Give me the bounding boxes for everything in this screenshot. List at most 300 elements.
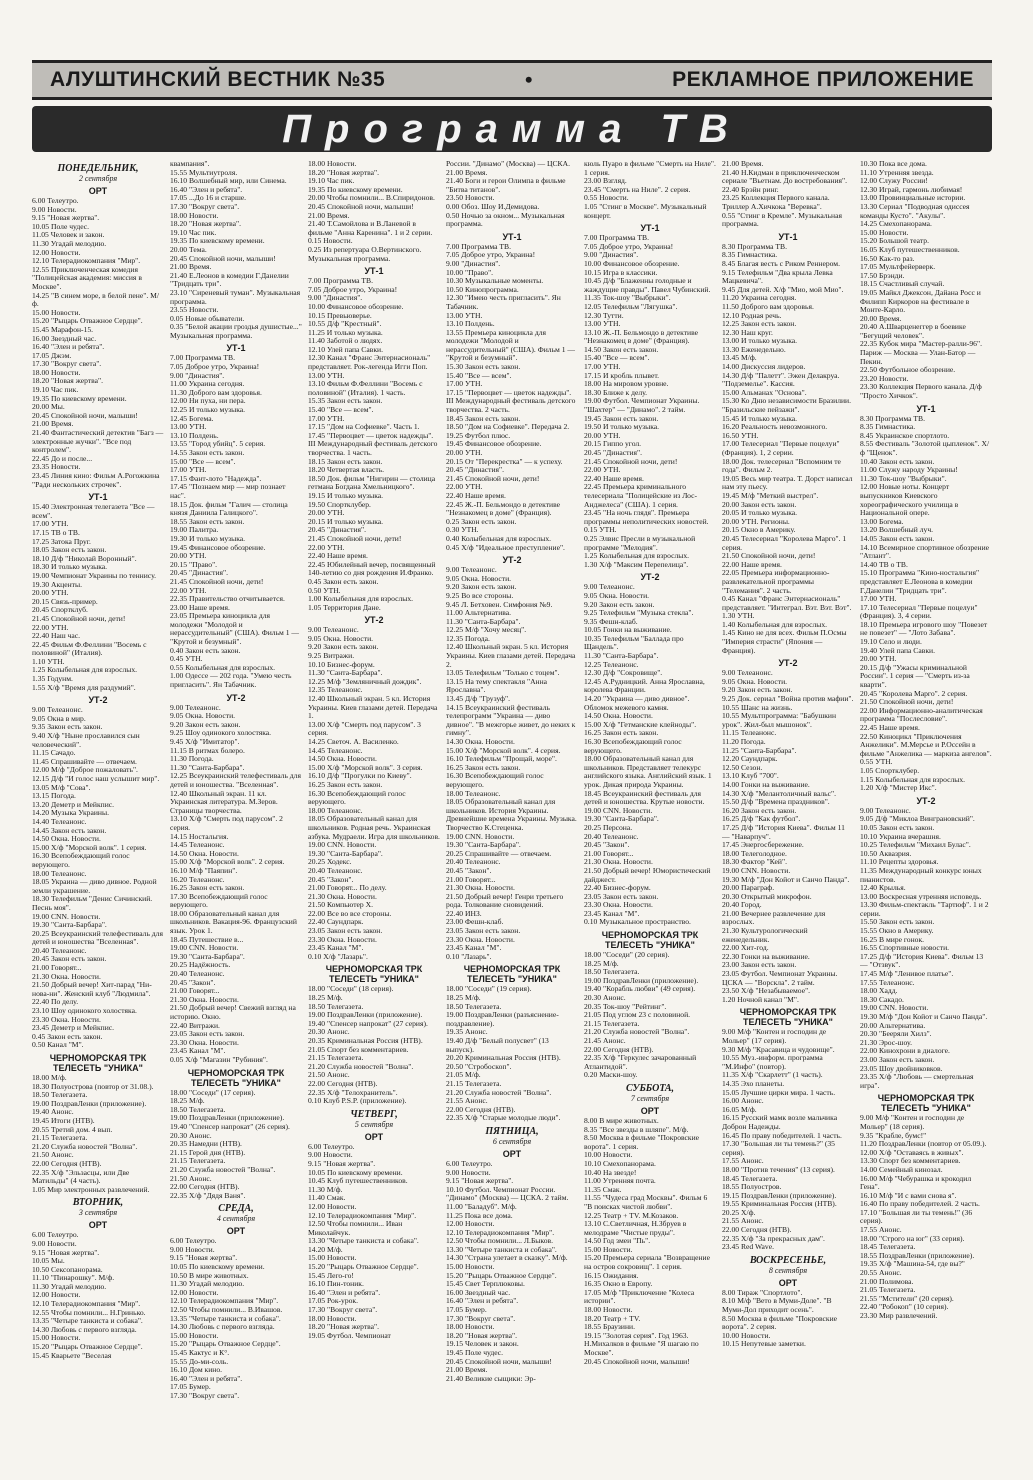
program-entry: 1.05 Территория Дане. [308,602,381,612]
program-entry: 10.00 Финансовое обозрение. [308,301,404,311]
program-entry: 20.40 Телеанонс. [308,865,363,875]
program-entry: 20.00 УТН. [446,448,483,457]
program-entry: 12.30 Канал "Франс Энтернасиональ" представляет. Рок-легенда Игги Поп. [308,353,431,372]
program-entry: 11.15 Телеанонс. [722,728,777,738]
program-entry: 23.35 Новости. [32,462,81,472]
program-entry: 23.30 Окна. Новости. [584,900,653,910]
program-entry: 16.20 Закон есть закон. [722,805,797,815]
program-entry: 20.45 "Династия". [308,525,367,535]
program-entry: 21.00 Время. [446,167,488,177]
listing-column [446,160,578,1460]
program-entry: 12.30 "Имею честь пригласить". Ян Табачник. [446,293,561,311]
program-entry: 17.05 Джэм. [32,350,72,360]
program-entry: 11.30 "Санта-Барбара". [584,651,659,661]
program-entry: 15.00 Х/ф "Морской волк". 4 серия. [446,745,561,755]
program-entry: 19.00 CNN. Новости. [722,865,791,875]
program-entry: 0.45 Закон есть закон. [32,1031,103,1041]
program-entry: 19.00 ПоздравЛенки (разъяснение-поздравление). [446,1010,559,1028]
day-date: 5 сентября [354,1119,394,1129]
program-entry: 10.05 По киевскому времени. [170,1262,265,1272]
program-entry: 21.00 Говорят... [584,848,634,858]
program-entry: 22.40 Саундпарк. [308,917,364,927]
program-entry: 12.00 Новости. [308,1201,357,1211]
program-entry: 11.30 Угадай мелодию. [32,1281,107,1291]
program-entry: 19.30 М/ф "Дон Койот и Санчо Панда". [860,1012,988,1021]
program-entry: 22.00 УТН. [170,585,207,595]
program-entry: 9.35 "Крабле, бумс!" [860,1130,927,1140]
program-entry: 16.25 Закон есть закон. [584,728,659,738]
program-entry: 17.05 Рок-урок. [308,1296,359,1306]
program-entry: 0.40 Закон есть закон. [170,645,241,655]
program-entry: 1.10 УТН. [32,656,65,666]
program-entry: 17.05 Бумер. [170,1382,211,1392]
program-entry: 10.05 Мы. [32,1256,65,1266]
program-entry: 14.05 Закон есть закон. [860,533,935,543]
program-entry: 20.20 Криминальная Россия (НТВ). [446,1053,561,1063]
program-entry: 21.15 Телегазета. [32,1133,88,1143]
program-entry: 21.45 Анонс. [584,1036,626,1045]
program-entry: 16.00 Звездный час. [446,1287,511,1297]
program-entry: 9.30 М/ф "Красавица и чудовище". [722,1044,835,1054]
program-entry: 19.35 Х/ф "Машина-54, где вы?" [860,1259,965,1269]
program-entry: 22.00 Сегодня (НТВ). [170,1182,240,1192]
program-entry: 13.10 Ж.-П. Бельмондо в детективе "Незнакомец в доме" (Франция). [584,327,698,346]
program-entry: 23.45 Канал "М". [170,1046,226,1056]
program-entry: 18.00 Новости. [308,160,357,168]
program-entry: 9.00 Телеанонс. [860,805,911,815]
program-entry: 20.00 Мы. [32,402,65,412]
program-entry: 22.40 Наше время. [308,551,368,561]
program-entry: 19.00 CNN. Новости. [32,911,101,921]
program-entry: 23.10 "Сиреневый туман". Музыкальная программа. [170,287,301,306]
program-entry: 9.05 Окна. Новости. [722,676,788,686]
program-entry: 22.40 ИНЗ. [446,908,482,918]
program-entry: 20.25 Спрашивайте — отвечаем. [446,848,552,858]
program-entry: 20.00 УТН. [170,551,207,561]
program-entry: 10.35 Телефильм "Баллада про Щандель". [584,633,684,652]
program-entry: 20.00 Время. [860,313,902,323]
program-entry: 21.00 Время. [32,419,74,429]
program-entry: 12.50 Чтобы помнили... Л.Быков. [446,1236,553,1246]
program-entry: 21.50 Компьютер X. [308,900,373,910]
program-entry: 12.25 Всеукраинский телефестиваль для детей и юношества. "Вселенная". [170,771,301,789]
program-entry: 18.00 Новости. [170,210,219,220]
program-entry: 12.50 Чтобы помнили... В.Ивашов. [170,1305,283,1315]
program-entry: 12.30 Д/ф "Сокровище". [584,668,663,678]
program-entry: 9.15 "Новая жертва". [32,213,100,223]
program-entry: 16.00 Звездный час. [32,333,97,343]
program-entry: 22.40 Витражи. [170,1020,220,1030]
program-entry: 21.50 Добрый вечер! Генри третьего рода. Толкование сновидений. [446,891,564,910]
program-entry: 21.45 Спокойной ночи, дети! [446,473,540,483]
program-entry: 21.45 Спокойной ночи, дети! [32,613,126,623]
program-entry: 19.30 "Санта-Барбара". [170,951,245,961]
program-entry: 13.35 "Четыре танкиста и собака". [32,1316,143,1326]
program-entry: 16.55 Спортивные новости. [860,943,950,953]
program-entry: 18.00 Телеанонс. [32,868,87,878]
program-entry: 20.25 Всеукраинский телефестиваль для детей и юношества "Вселенная". [32,928,163,947]
program-entry: 20.25 Надёжность. [170,960,231,970]
program-entry: 18.50 "Дом на Софиевке". Передача 2. [446,422,570,432]
program-entry: 14.40 Телеанонс. [32,816,87,826]
program-entry: 16.45 По праву победителей. 1 часть. [722,1130,842,1140]
program-entry: 13.10 Х/ф "Смерть под парусом". 2 серия. [170,814,283,832]
program-entry: 19.35 По киевскому времени. [170,236,265,246]
program-entry: 14.50 Окна. Новости. [308,754,377,764]
program-entry: 21.05 Спорт без комментариев. [308,1044,409,1054]
program-entry: 9.40 Х/ф "Ныне прославился сын человеческий". [32,731,140,749]
program-entry: 14.45 Закон есть закон. [32,825,107,835]
program-entry: 18.45 Всеукраинский фестиваль для детей и юношества. Крутые новости. [584,788,705,807]
day-date: 6 сентября [492,1136,532,1146]
program-entry: 17.00 УТН. [32,519,69,529]
program-entry: 10.05 Гонки на выживание. [584,625,672,635]
program-entry: 13.35 "Четыре танкиста и собака". [170,1313,281,1323]
program-entry: 22.00 Сегодня (НТВ). [446,1104,516,1114]
program-entry: 9.15 "Новая жертва". [446,1176,514,1186]
program-entry: 18.00 Новости. [32,367,81,377]
program-entry: 10.00 Новости. [584,1150,633,1160]
program-entry: 9.20 Закон есть закон. [446,582,517,592]
program-entry: 1.15 Колыбельная для взрослых. [860,774,966,784]
program-entry: 18.10 Д/ф "Николай Воронный". [32,553,137,563]
program-entry: 15.00 Новости. [446,1262,495,1272]
program-entry: 12.40 Крылья. [860,883,906,893]
program-entry: 16.50 УТН. [722,430,759,440]
program-entry: 22.35 Х/ф "Дядя Ваня". [170,1190,246,1200]
program-entry: 13.00 Х/ф "Смерть под парусом". 3 серия. [308,719,421,738]
program-entry: 9.00 Новости. [170,1244,215,1254]
program-entry: 1.45 Кино не для всех. Фильм П.Осмы "Империя страсти" (Япония — Франция). [722,628,847,655]
program-entry: 18.10 Премьера игрового шоу "Повезет не повезет" — "Лото Забава". [860,619,988,638]
program-entry: 13.55 Премьера киноцикла для молодежи "Молодой и нерассудительный" (США). Фильм 1 — "Крутой и безумный". [446,327,576,363]
program-entry: 11.20 Погода. [722,737,766,746]
day-heading: ПОНЕДЕЛЬНИК, [57,163,139,174]
program-entry: 6.00 Телеутро. [32,1230,79,1240]
program-entry: 21.20 Служба новостей "Волна". [308,1061,414,1071]
day-heading: ВТОРНИК, [72,1197,124,1209]
program-entry: 23.00 Закон есть закон. [860,1054,935,1064]
program-entry: 21.40 Н.Кидман в приключенческом сериале "Вьетнам. До востребования". [722,167,848,186]
program-entry: 23.20 Новости. [860,373,909,383]
program-entry: 12.45 А.Рудницкий. Анна Ярославна, королева Франции. [584,676,705,695]
program-entry: 21.45 Спокойной ночи, дети! [170,576,264,586]
program-entry: 20.15 "Право". [170,559,218,569]
program-entry: 11.10 Рецепты здоровья. [860,857,939,867]
program-entry: 22.35 Х/ф "Телохранитель". [308,1087,398,1097]
program-entry: 16.30 Всепобеждающий голос верующего. [584,737,682,755]
program-entry: 15.00 Новости. [308,1253,357,1263]
program-entry: 19.40 Улей папа Савки. [860,645,935,655]
program-entry: 23.45 Канал "М". [584,908,640,918]
program-entry: 9.00 М/ф "Контен и господин де Мольер" (17 серия). [722,1027,827,1045]
program-entry: 10.15 Превьюверье. [308,310,372,320]
program-entry: 19.00 ПоздравЛенки (приложение). [32,1098,147,1108]
program-entry: 1.05 "Стинг в Москве". Музыкальный концерт. [584,201,707,220]
program-entry: 21.30 Эрос-шоу. [860,1037,912,1047]
program-entry: 11.45 Спрашивайте — отвечаем. [32,756,137,766]
program-entry: 9.05 Окна. Новости. [308,633,374,643]
program-entry: 22.00 Сегодня (НТВ). [584,1044,654,1054]
program-entry: 7.05 Доброе утро, Украина! [584,241,674,251]
program-entry: 17.50 Брэнди. [860,270,905,280]
program-entry: 15.45 Кварьете "Веселая [32,1350,112,1360]
program-entry: 22.05 Премьера информационно-развлекательной программы "Телемания". 2 часть. [722,568,830,595]
program-entry: 17.15 И кробль плывет. [584,370,659,380]
program-entry: 21.00 Время. [170,262,212,272]
program-entry: 14.50 Год змеи "Пь". [584,1236,651,1246]
program-entry: 13.10 С.Светличная, Н.Збруев в мелодраме "Чистые пруды". [584,1219,687,1237]
program-entry: 8.10 М/ф "Вето в Муми-Доле". "В Муми-Дол приходит осень". [722,1296,832,1315]
program-entry: 16.05 М/ф. [722,1104,757,1114]
program-entry: 20.50 "Стробоскоп". [446,1061,512,1071]
program-entry: 15.20 "Рыцарь Отважное Сердце". [446,1270,557,1280]
listing-column [308,160,440,1460]
channel-heading: ЧЕРНОМОРСКАЯ ТРК ТЕЛЕСЕТЬ "УНИКА" [601,930,699,951]
program-entry: 16.30 Всепобеждающий голос верующего. [446,771,544,789]
program-entry: 11.30 Угадай мелодию. [32,238,107,248]
program-entry: 0.30 УТН. [446,525,479,535]
program-entry: 22.00 Наше время. [722,559,782,569]
program-entry: 9.00 Телеанонс. [584,582,635,592]
program-entry: 20.25 Х/ф. [722,1207,756,1217]
program-entry: 23.30 Окна. Новости. [170,1037,239,1047]
program-entry: 21.00 Говорят... [446,874,496,884]
channel-heading: ОРТ [88,1220,108,1231]
program-entry: 11.30 Ток-шоу "Выбрыки". [860,473,947,483]
program-entry: 10.50 В мире животных. [170,1270,249,1280]
program-entry: 12.35 Телеанонс. [308,685,363,695]
program-entry: 16.40 По праву победителей. 2 часть. [860,1199,980,1209]
program-entry: 14.35 Эхо планеты. [722,1078,785,1088]
program-entry: 12.25 И только музыка. [170,405,246,415]
program-entry: 23.25 Коллекция Первого канала. Триллер А.Хичкока "Веревка". [722,193,830,211]
program-entry: 1.05 Спортклубер. [860,765,920,775]
program-entry: 12.45 Богема. [170,413,214,423]
program-entry: 23.50 Новости. [446,193,495,203]
program-entry: 8.50 Москва в фильме "Покровские ворота". 1 серия. [584,1133,700,1151]
program-entry: 0.05 Х/ф "Магазин "Рубиния". [170,1054,268,1064]
program-entry: 22.00 УТН. [584,465,621,475]
program-entry: 19.40 Д/ф "Белый полусвет" (13 выпуск). [446,1036,549,1054]
program-entry: 22.45 До и после... [32,453,93,463]
program-entry: 19.10 Село и люди. [860,637,922,647]
program-entry: 18.00 Хадд. [860,986,898,996]
program-entry: 16.10 Телефильм "Прощай, море". [446,754,557,764]
program-entry: 14.00 Семейный кинозал. [860,1164,943,1174]
program-entry: 18.15 Док. фильм "Галич — столица князя Даниила Галицкого". [170,499,288,518]
program-entry: 9.25 Телефильм "Музыка стекла". [584,608,694,618]
day-heading: ПЯТНИЦА, [485,1125,539,1137]
program-entry: 8.55 Фестиваль "Золотой цыпленок". Х/ф "Щенок". [860,439,990,457]
program-entry: 13.15 Погода. [32,791,76,801]
program-entry: 18.50 Док. фильм "Нигирин — столица гетмана Богдана Хмельницкого". [308,473,436,492]
program-entry: 20.30 Анонс. [584,993,626,1003]
program-entry: 10.55 Д/ф "Крестный". [308,319,382,329]
program-entry: 20.45 Спокойной ночи, малыши! [584,1356,690,1366]
program-entry: 0.15 Новости. [308,236,353,246]
program-entry: 21.00 Время. [722,160,764,168]
program-entry: 12.00 Служу России! [860,176,928,186]
program-entry: 10.55 Мультпрограмма: "Бабушкин урок". Жил-был мышонок". [722,711,837,729]
program-entry: 12.25 М/ф "Земляничный дождик". [308,676,422,686]
program-entry: 19.35 По киевскому времени. [308,184,403,194]
program-entry: 12.55 Приключенческая комедия "Полицейская академия: миссия в Москве". [32,264,142,291]
program-entry: 21.40 Великие сыщики: Эр- [446,1373,536,1383]
supplement-title: РЕКЛАМНОЕ ПРИЛОЖЕНИЕ [672,68,974,91]
program-entry: 22.00 УТН. [32,622,69,632]
program-entry: 21.20 Служба новостей "Волна". [170,1164,276,1174]
program-entry: 21.50 Добрый вечер! Юмористический дайджест. [584,865,711,884]
program-entry: 14.15 Ностальгия. [170,831,229,841]
program-entry: 11.00 Альтернатива. [446,608,512,618]
program-entry: 22.50 Киноцикл "Приключения Анжелики". М.Мерсье и Р.Оссейн в фильме "Анжелика — маркиза ангелов". [860,731,992,758]
program-entry: 19.00 CNN. Новости. [860,1003,929,1013]
program-entry: 17.00 УТН. [860,594,897,604]
program-entry: 9.05 Окна. Новости. [170,711,236,721]
channel-heading: ОРТ [778,1277,798,1288]
program-entry: 18.50 Телегазета. [446,1001,502,1011]
program-entry: 20.00 УТН. [860,654,897,664]
program-entry: 18.20 Театр + TV. [584,1313,641,1323]
program-entry: 21.55 Анонс. [446,1096,488,1106]
program-entry: 0.55 УТН. [860,757,893,767]
program-entry: 20.15 От "Перекрестка" — к успеху. [446,456,563,466]
program-entry: 11.30 "Санта-Барбара". [308,668,383,678]
program-entry: 21.45 Спокойной ночи, дети! [308,533,402,543]
program-entry: 14.00 Дискуссия лидеров. [722,362,806,372]
program-entry: 21.30 Окна. Новости. [446,883,515,893]
program-entry: 21.50 Анонс. [308,1070,350,1080]
program-entry: 10.45 Клуб путешественников. [308,1176,408,1186]
program-entry: 9.00 "Династия". [308,293,363,303]
program-entry: 0.25 Закон есть закон. [446,516,517,526]
program-entry: 10.00 "Право". [446,267,494,277]
program-entry: 18.25 М/ф. [170,1096,205,1106]
program-entry: 18.30 Фактор "Кей". [722,857,787,867]
program-entry: 23.30 Коллекция Первого канала. Д/ф "Просто Хичкок". [860,382,982,401]
program-entry: 1.30 УТН. [722,611,755,621]
program-entry: 22.35 Х/ф "Эльзасцы, или Две Матильды" (4 часть). [32,1167,130,1186]
program-entry: 20.35 Ток-шоу "Рейтинг". [584,1001,667,1011]
program-entry: 20.15 Связь-пример. [32,596,98,606]
program-entry: 12.30 Тутти. [584,310,624,320]
program-entry: России. "Динамо" (Москва) — ЦСКА. [446,160,570,168]
program-entry: 9.00 "Династия". [584,250,639,260]
program-entry: 17.30 "Вокруг света". [170,1390,240,1400]
program-entry: 16.35 Окно в Европу. [584,1279,653,1289]
program-entry: 18.00 Образовательный канал для школьников. Представляет телекурс английского языка. Английский язык. 1 урок. Дикая природа Украины. [584,754,712,789]
program-entry: 12.25 Закон есть закон. [722,319,797,329]
program-entry: 20.00 Тема. [170,244,207,254]
program-entry: 23.45 Линия кино: Фильм А.Рогожкина "Ради нескольких строчек". [32,471,160,489]
program-entry: 22.45 Юбилейный вечер, посвященный 140-летию со дня рождения И.Франко. [308,559,436,578]
program-entry: 20.00 Чтобы помнили... В.Спиридонов. [308,193,435,203]
program-entry: 12.10 Улей папа Савки. [308,344,383,354]
program-entry: 9.00 Телеанонс. [308,625,359,635]
program-entry: 12.10 Телерадиокомпания "Мир". [308,1210,417,1220]
program-entry: 10.00 Финансовое обозрение. [584,258,680,268]
program-entry: 15.45 Лего-го! [308,1270,354,1280]
program-entry: 20.40 Телеанонс. [446,857,501,867]
program-entry: 0.10 Клуб P.S.P. (приложение). [308,1096,407,1106]
program-entry: 14.00 Гонки на выживание. [722,779,810,789]
program-entry: 20.45 "Закон". [170,977,216,987]
program-entry: 10.05 По киевскому времени. [308,1167,403,1177]
program-entry: 13.00 Богема. [860,516,904,526]
program-entry: 21.00 Вечернее развлечение для взрослых. [722,908,826,927]
program-entry: 6.00 Телеутро. [446,1158,493,1168]
program-entry: 23.45 Деметр и Мейкпис. [32,1023,115,1033]
program-entry: 18.30 И только музыка. [32,562,108,572]
program-entry: 10.10 Бизнес-форум. [308,659,375,669]
program-entry: 9.15 "Новая жертва". [170,1253,238,1263]
program-entry: 20.45 Спокойной ночи, малыши! [308,201,414,211]
program-entry: 10.25 Телефильм "Михаил Булас". [860,840,971,850]
program-entry: 22.00 Информационно-аналитическая программа "Послесловие". [860,705,983,724]
program-entry: 11.25 "Санта-Барбара". [722,745,797,755]
program-entry: 19.00 CNN. Новости. [584,805,653,815]
program-entry: 18.15 Закон есть закон. [308,456,383,466]
program-entry: 15.00 Новости. [584,1244,633,1254]
day-date: 3 сентября [78,1208,118,1218]
day-date: 7 сентября [630,1093,670,1103]
program-entry: 22.45 Фильм Ф.Феллини "Восемь с половиной" (Италия). [32,639,147,658]
program-entry: 13.10 Полдень. [446,319,495,329]
program-entry: 20.45 Спокойной ночи, малыши! [170,253,276,263]
channel-heading: УТ-1 [364,266,384,277]
program-entry: 19.50 И только музыка. [584,422,660,432]
program-entry: 20.00 УТН. Регионы. [722,516,790,526]
program-entry: 18.20 "Новая жертва". [170,219,241,229]
program-entry: 21.20 Служба новостей "Волна". [446,1087,552,1097]
program-entry: 13.20 Волшебный луч. [860,525,934,535]
program-entry: 20.45 "Закон". [584,840,630,850]
program-entry: 12.30 Наш круг. [722,327,773,337]
program-entry: 10.10 Смехопанорама. [584,1158,656,1168]
program-entry: 0.50 УТН. [308,585,341,595]
program-entry: 17.45 Энергосбережение. [722,840,804,850]
program-entry: 15.55 Окно в Америку. [860,926,934,936]
program-entry: 12.50 Чтобы помнили... Иван Миколайчук. [308,1219,403,1237]
program-entry: 9.45 Л. Бетховен. Симфония №9. [446,599,553,609]
program-entry: 9.20 Закон есть закон. [584,599,655,609]
program-entry: 19.05 Майкл Джексон, Дайана Росс и Филипп Киркоров на фестивале в Монте-Карло. [860,287,981,315]
program-entry: 12.35 Погода. [446,633,490,643]
program-entry: 6.00 Телеутро. [170,1236,217,1246]
program-entry: 1.25 Колыбельная для взрослых. [584,551,690,561]
program-entry: 14.30 Д/ф "Палетт". Эжен Делакруа. "Подземелье". Кассия. [722,370,840,389]
program-entry: 22.35 Х/ф "Старые молодые люди". [446,1113,561,1123]
program-entry: 1.30 Х/ф "Максим Перепелица". [584,559,689,569]
program-entry: 18.00 "Против течения" (13 серия). [722,1164,835,1174]
program-entry: 16.20 Телеанонс. [170,874,225,884]
program-entry: 18.00 М/ф. [32,1073,67,1082]
program-entry: 16.10 Дом кино. [170,1365,223,1375]
program-entry: 17.30 "Вокруг света". [170,201,240,211]
channel-heading: ОРТ [88,186,108,196]
program-entry: 11.40 Заботой о людях. [308,336,383,346]
program-entry: 23.10 Шоу одинокого холостяка. [32,1006,137,1016]
program-entry: 20.00 УТН. [308,508,345,518]
channel-heading: ОРТ [226,1226,246,1237]
program-entry: 17.05 ...До 16 и старше. [170,193,247,203]
program-entry: 15.40 "Все — всем". [584,353,650,363]
program-entry: 18.25 М/ф. [308,993,343,1003]
program-entry: 23.00 Закон есть закон. [722,960,797,970]
program-entry: 15.30 Закон есть закон. [446,362,521,372]
program-entry: 11.25 И только музыка. [308,327,383,337]
